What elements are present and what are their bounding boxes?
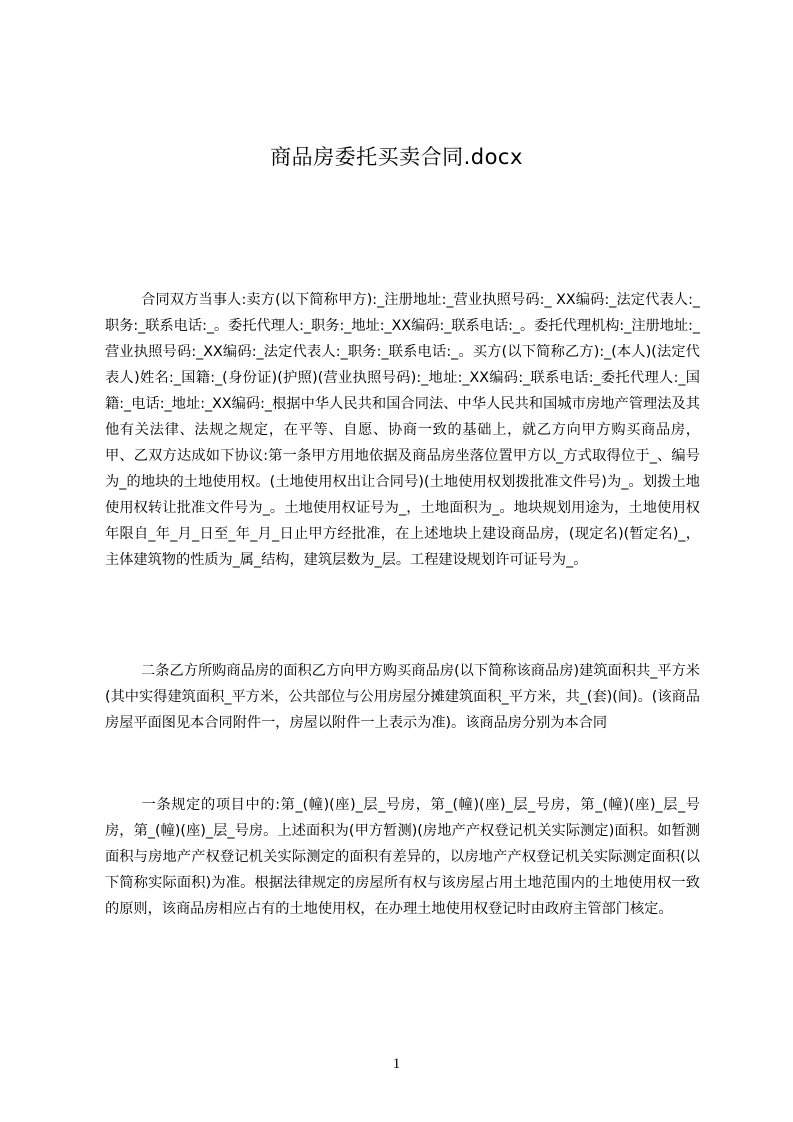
paragraph-area: 二条乙方所购商品房的面积乙方向甲方购买商品房(以下简称该商品房)建筑面积共_平方米(其中实得建筑面积_平方米，公共部位与公用房屋分摊建筑面积_平方米，共_(套)(间)。(该商品房屋平面图见本合同附件一，房屋以附件一上表示为准)。该商品房分别为本合同 xyxy=(105,663,700,731)
paragraph-parties: 合同双方当事人:卖方(以下简称甲方):_注册地址:_营业执照号码:_ XX编码:_法定代表人:_职务:_联系电话:_。委托代理人:_职务:_地址:_XX编码:_联系电话:_。委托代理机构:_注册地址:_营业执照号码:_XX编码:_法定代表人:_职务:_联系电话:_。买方(以下简称乙方):_(本人)(法定代表人)姓名:_国籍:_(身份证)(护照)(营业执照号码):_地址:_XX编码:_联系电话:_委托代理人:_国籍:_电话:_地址:_XX编码:_根据中华人民共和国合同法、中华人民共和国城市房地产管理法及其他有关法律、法规之规定，在平等、自愿、协商一致的基础上，就乙方向甲方购买商品房，甲、乙双方达成如下协议:第一条甲方用地依据及商品房坐落位置甲方以_方式取得位于_、编号为_的地块的土地使用权。(土地使用权出让合同号)(土地使用权划拨批准文件号)为_。划拨土地使用权转让批准文件号为_。土地使用权证号为_，土地面积为_。地块规划用途为，土地使用权年限自_年_月_日至_年_月_日止甲方经批准，在上述地块上建设商品房，(现定名)(暂定名)_，主体建筑物的性质为_属_结构，建筑层数为_层。工程建设规划许可证号为_。 xyxy=(105,292,700,568)
page-number: 1 xyxy=(392,1056,401,1072)
paragraph-units: 一条规定的项目中的:第_(幢)(座)_层_号房，第_(幢)(座)_层_号房，第_(幢)(座)_层_号房，第_(幢)(座)_层_号房。上述面积为(甲方暂测)(房地产产权登记机关实际测定)面积。如暂测面积与房地产产权登记机关实际测定的面积有差异的，以房地产产权登记机关实际测定面积(以下简称实际面积)为准。根据法律规定的房屋所有权与该房屋占用土地范围内的土地使用权一致的原则，该商品房相应占有的土地使用权，在办理土地使用权登记时由政府主管部门核定。 xyxy=(105,797,700,917)
document-title: 商品房委托买卖合同.docx xyxy=(270,145,523,169)
